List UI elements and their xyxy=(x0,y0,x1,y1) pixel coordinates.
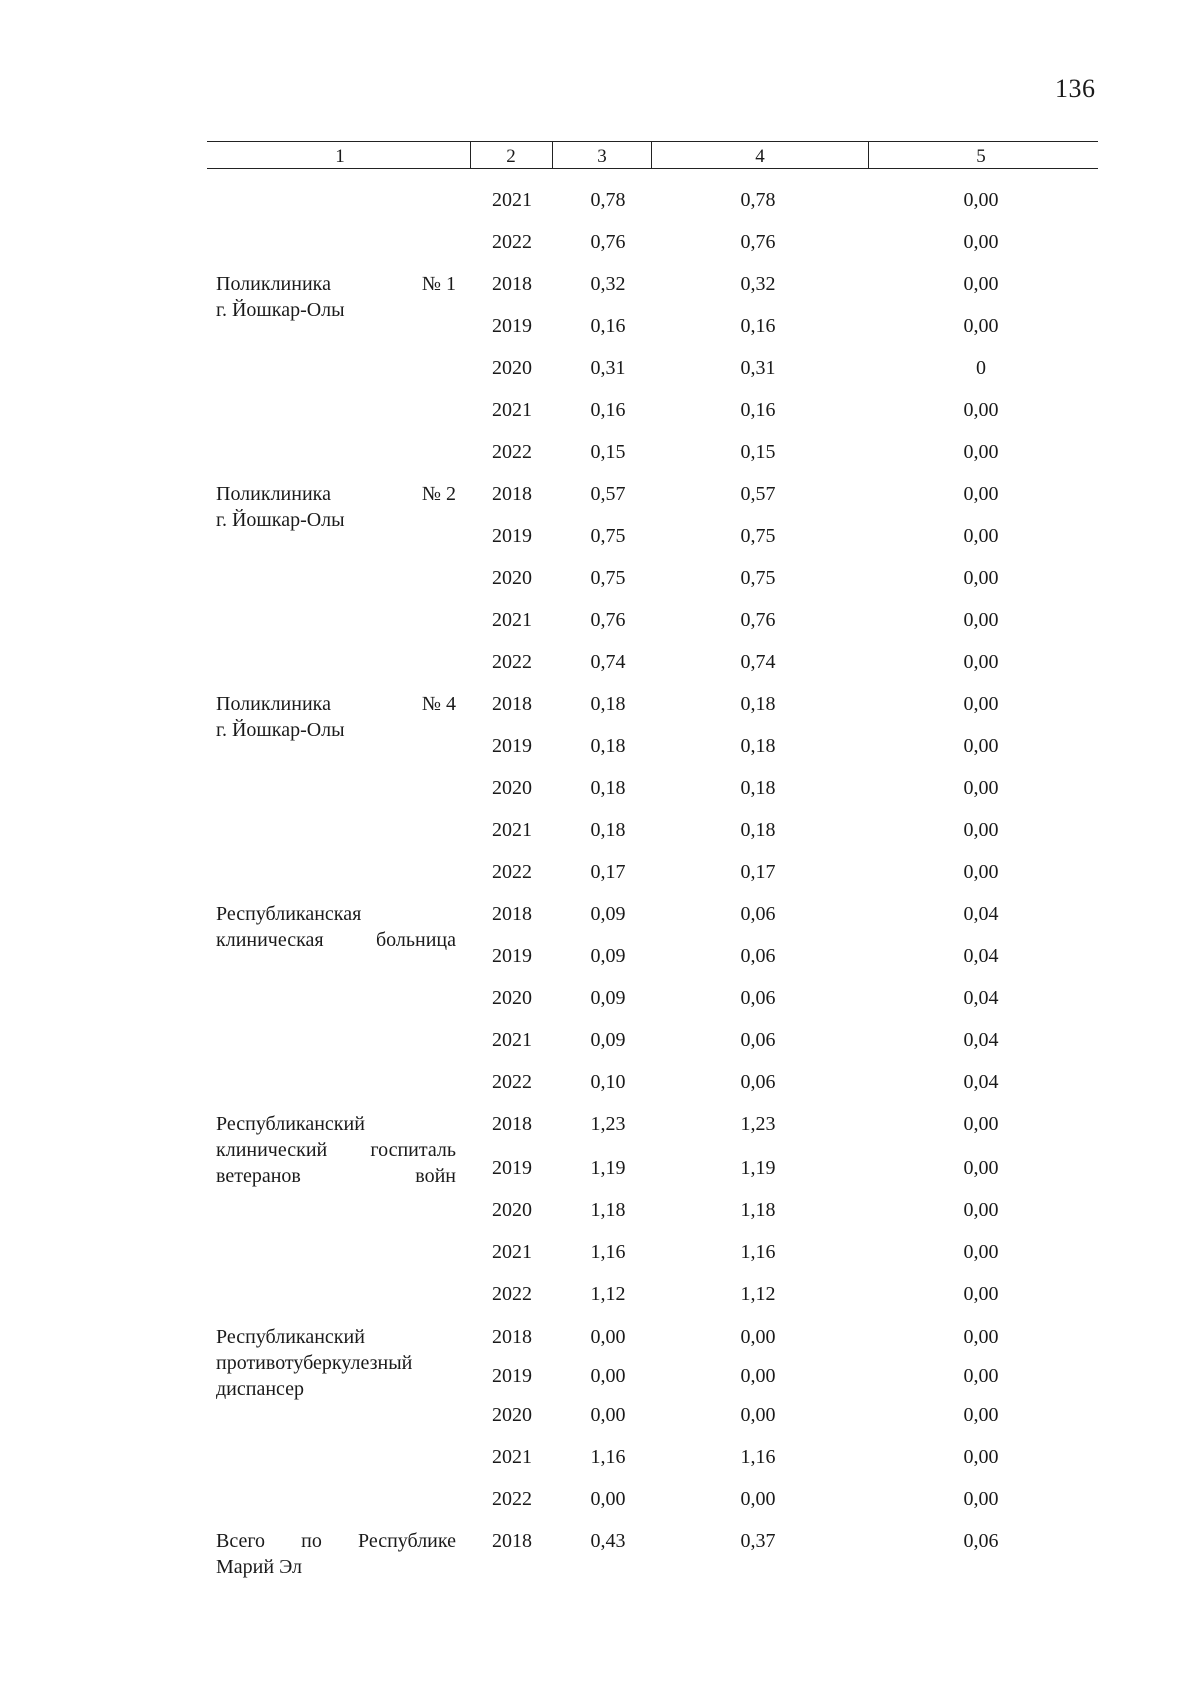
col3-cell: 1,19 xyxy=(590,1157,626,1179)
header-divider-3 xyxy=(651,141,652,169)
year-cell: 2022 xyxy=(492,441,532,463)
col4-cell: 0,06 xyxy=(740,903,776,925)
col5-cell: 0,00 xyxy=(963,819,999,841)
col3-cell: 0,00 xyxy=(590,1488,626,1510)
col5-cell: 0,00 xyxy=(963,777,999,799)
institution-name-line xyxy=(216,1529,456,1553)
institution-name-word: госпиталь xyxy=(370,1139,456,1161)
col3-cell: 0,00 xyxy=(590,1365,626,1387)
year-cell: 2020 xyxy=(492,1404,532,1426)
col4-cell: 0,00 xyxy=(740,1404,776,1426)
col5-cell: 0,00 xyxy=(963,273,999,295)
col5-cell: 0,00 xyxy=(963,1326,999,1348)
year-cell: 2018 xyxy=(492,483,532,505)
col3-cell: 0,57 xyxy=(590,483,626,505)
col5-cell: 0,04 xyxy=(963,945,999,967)
col5-cell: 0,04 xyxy=(963,903,999,925)
year-cell: 2021 xyxy=(492,1029,532,1051)
institution-name-line xyxy=(216,482,456,506)
header-col-1: 1 xyxy=(335,146,345,167)
col5-cell: 0,06 xyxy=(963,1530,999,1552)
institution-name-word: г. Йошкар-Олы xyxy=(216,509,345,531)
year-cell: 2018 xyxy=(492,903,532,925)
col5-cell: 0,00 xyxy=(963,441,999,463)
institution-name-word: ветеранов xyxy=(216,1165,301,1187)
col4-cell: 1,12 xyxy=(740,1283,776,1305)
col3-cell: 0,18 xyxy=(590,819,626,841)
institution-name-word: Поликлиника xyxy=(216,273,331,295)
institution-name-line xyxy=(216,1351,456,1375)
col4-cell: 0,18 xyxy=(740,735,776,757)
page-number: 136 xyxy=(1055,74,1096,103)
col4-cell: 0,06 xyxy=(740,987,776,1009)
col3-cell: 0,32 xyxy=(590,273,626,295)
institution-name-word: по xyxy=(301,1530,322,1552)
col4-cell: 0,78 xyxy=(740,189,776,211)
col3-cell: 0,09 xyxy=(590,903,626,925)
institution-name-line xyxy=(216,928,456,952)
col5-cell: 0,00 xyxy=(963,525,999,547)
col3-cell: 0,76 xyxy=(590,231,626,253)
col4-cell: 0,15 xyxy=(740,441,776,463)
col3-cell: 0,76 xyxy=(590,609,626,631)
year-cell: 2021 xyxy=(492,1446,532,1468)
col5-cell: 0,00 xyxy=(963,315,999,337)
col3-cell: 1,16 xyxy=(590,1241,626,1263)
col4-cell: 0,17 xyxy=(740,861,776,883)
institution-name-line xyxy=(216,508,456,532)
col3-cell: 1,12 xyxy=(590,1283,626,1305)
institution-name-word: войн xyxy=(415,1165,456,1187)
header-col-4: 4 xyxy=(755,146,765,167)
col3-cell: 0,10 xyxy=(590,1071,626,1093)
col4-cell: 0,76 xyxy=(740,609,776,631)
year-cell: 2022 xyxy=(492,1283,532,1305)
col5-cell: 0,00 xyxy=(963,399,999,421)
col4-cell: 0,00 xyxy=(740,1365,776,1387)
institution-name-word: Поликлиника xyxy=(216,693,331,715)
col3-cell: 0,09 xyxy=(590,987,626,1009)
institution-name-word: Марий Эл xyxy=(216,1556,302,1578)
col4-cell: 0,16 xyxy=(740,399,776,421)
institution-name-word: клиническая xyxy=(216,929,324,951)
col4-cell: 0,16 xyxy=(740,315,776,337)
year-cell: 2018 xyxy=(492,1113,532,1135)
year-cell: 2022 xyxy=(492,1488,532,1510)
institution-name-line xyxy=(216,1164,456,1188)
institution-name-word: № 2 xyxy=(421,483,456,505)
header-col-3: 3 xyxy=(597,146,607,167)
year-cell: 2018 xyxy=(492,273,532,295)
col5-cell: 0,00 xyxy=(963,861,999,883)
col5-cell: 0,00 xyxy=(963,1157,999,1179)
institution-name-word: клинический xyxy=(216,1139,328,1161)
institution-name-line xyxy=(216,1138,456,1162)
col5-cell: 0,00 xyxy=(963,651,999,673)
col4-cell: 0,18 xyxy=(740,819,776,841)
col5-cell: 0,00 xyxy=(963,1446,999,1468)
year-cell: 2021 xyxy=(492,399,532,421)
institution-name-line xyxy=(216,298,456,322)
year-cell: 2019 xyxy=(492,1365,532,1387)
col5-cell: 0,00 xyxy=(963,1113,999,1135)
col4-cell: 0,00 xyxy=(740,1326,776,1348)
col3-cell: 0,74 xyxy=(590,651,626,673)
col4-cell: 0,06 xyxy=(740,1029,776,1051)
institution-name-word: Республиканский xyxy=(216,1326,365,1348)
year-cell: 2019 xyxy=(492,315,532,337)
col3-cell: 0,09 xyxy=(590,1029,626,1051)
institution-name-line xyxy=(216,902,456,926)
year-cell: 2019 xyxy=(492,1157,532,1179)
col3-cell: 0,16 xyxy=(590,399,626,421)
col4-cell: 1,19 xyxy=(740,1157,776,1179)
col5-cell: 0,00 xyxy=(963,1199,999,1221)
col5-cell: 0 xyxy=(976,357,986,379)
col5-cell: 0,00 xyxy=(963,189,999,211)
institution-name-word: № 1 xyxy=(421,273,456,295)
col5-cell: 0,00 xyxy=(963,483,999,505)
col4-cell: 1,16 xyxy=(740,1241,776,1263)
year-cell: 2018 xyxy=(492,693,532,715)
year-cell: 2021 xyxy=(492,609,532,631)
year-cell: 2019 xyxy=(492,945,532,967)
institution-name-line xyxy=(216,272,456,296)
col4-cell: 0,75 xyxy=(740,567,776,589)
year-cell: 2021 xyxy=(492,1241,532,1263)
col4-cell: 1,23 xyxy=(740,1113,776,1135)
col4-cell: 0,32 xyxy=(740,273,776,295)
col4-cell: 0,75 xyxy=(740,525,776,547)
institution-name-word: Республиканская xyxy=(216,903,362,925)
header-divider-4 xyxy=(868,141,869,169)
col4-cell: 0,06 xyxy=(740,945,776,967)
col5-cell: 0,00 xyxy=(963,1241,999,1263)
table-header-bottom-rule xyxy=(207,168,1098,169)
institution-name-word: больница xyxy=(376,929,456,951)
institution-name-word: Всего xyxy=(216,1530,266,1552)
col3-cell: 0,75 xyxy=(590,525,626,547)
institution-name-line xyxy=(216,1112,456,1136)
institution-name-line xyxy=(216,692,456,716)
col5-cell: 0,00 xyxy=(963,609,999,631)
institution-name-word: Республиканский xyxy=(216,1113,365,1135)
header-divider-1 xyxy=(470,141,471,169)
col5-cell: 0,00 xyxy=(963,693,999,715)
col5-cell: 0,00 xyxy=(963,1283,999,1305)
year-cell: 2019 xyxy=(492,735,532,757)
col4-cell: 0,18 xyxy=(740,693,776,715)
col4-cell: 0,74 xyxy=(740,651,776,673)
year-cell: 2020 xyxy=(492,987,532,1009)
year-cell: 2020 xyxy=(492,777,532,799)
institution-name-line xyxy=(216,718,456,742)
year-cell: 2018 xyxy=(492,1326,532,1348)
institution-name-word: № 4 xyxy=(421,693,456,715)
institution-name-word: противотуберкулезный xyxy=(216,1352,413,1374)
year-cell: 2021 xyxy=(492,819,532,841)
col5-cell: 0,04 xyxy=(963,1029,999,1051)
header-col-5: 5 xyxy=(976,146,986,167)
col3-cell: 0,18 xyxy=(590,735,626,757)
col5-cell: 0,00 xyxy=(963,567,999,589)
table-top-rule xyxy=(207,141,1098,142)
col4-cell: 0,76 xyxy=(740,231,776,253)
institution-name-word: диспансер xyxy=(216,1378,305,1400)
year-cell: 2020 xyxy=(492,357,532,379)
col4-cell: 1,18 xyxy=(740,1199,776,1221)
header-divider-2 xyxy=(552,141,553,169)
col5-cell: 0,00 xyxy=(963,1488,999,1510)
col3-cell: 0,78 xyxy=(590,189,626,211)
col4-cell: 0,06 xyxy=(740,1071,776,1093)
institution-name-word: Республике xyxy=(357,1530,456,1552)
header-col-2: 2 xyxy=(506,146,516,167)
year-cell: 2022 xyxy=(492,1071,532,1093)
col5-cell: 0,00 xyxy=(963,231,999,253)
institution-name-word: г. Йошкар-Олы xyxy=(216,299,345,321)
col3-cell: 0,43 xyxy=(590,1530,626,1552)
col3-cell: 0,18 xyxy=(590,777,626,799)
year-cell: 2018 xyxy=(492,1530,532,1552)
col3-cell: 0,15 xyxy=(590,441,626,463)
col3-cell: 0,31 xyxy=(590,357,626,379)
col3-cell: 0,00 xyxy=(590,1326,626,1348)
col3-cell: 0,18 xyxy=(590,693,626,715)
col3-cell: 0,17 xyxy=(590,861,626,883)
col3-cell: 0,00 xyxy=(590,1404,626,1426)
institution-name-word: Поликлиника xyxy=(216,483,331,505)
col3-cell: 0,09 xyxy=(590,945,626,967)
year-cell: 2020 xyxy=(492,1199,532,1221)
year-cell: 2021 xyxy=(492,189,532,211)
col3-cell: 0,75 xyxy=(590,567,626,589)
col3-cell: 1,18 xyxy=(590,1199,626,1221)
year-cell: 2020 xyxy=(492,567,532,589)
year-cell: 2022 xyxy=(492,861,532,883)
institution-name-word: г. Йошкар-Олы xyxy=(216,719,345,741)
col3-cell: 0,16 xyxy=(590,315,626,337)
col3-cell: 1,16 xyxy=(590,1446,626,1468)
year-cell: 2022 xyxy=(492,651,532,673)
col4-cell: 0,37 xyxy=(740,1530,776,1552)
col5-cell: 0,04 xyxy=(963,1071,999,1093)
col4-cell: 0,18 xyxy=(740,777,776,799)
col5-cell: 0,04 xyxy=(963,987,999,1009)
col5-cell: 0,00 xyxy=(963,1365,999,1387)
col4-cell: 0,00 xyxy=(740,1488,776,1510)
col5-cell: 0,00 xyxy=(963,735,999,757)
institution-name-line xyxy=(216,1377,456,1401)
col5-cell: 0,00 xyxy=(963,1404,999,1426)
institution-name-line xyxy=(216,1555,456,1579)
col4-cell: 0,31 xyxy=(740,357,776,379)
year-cell: 2022 xyxy=(492,231,532,253)
col4-cell: 1,16 xyxy=(740,1446,776,1468)
col3-cell: 1,23 xyxy=(590,1113,626,1135)
col4-cell: 0,57 xyxy=(740,483,776,505)
year-cell: 2019 xyxy=(492,525,532,547)
institution-name-line xyxy=(216,1325,456,1349)
